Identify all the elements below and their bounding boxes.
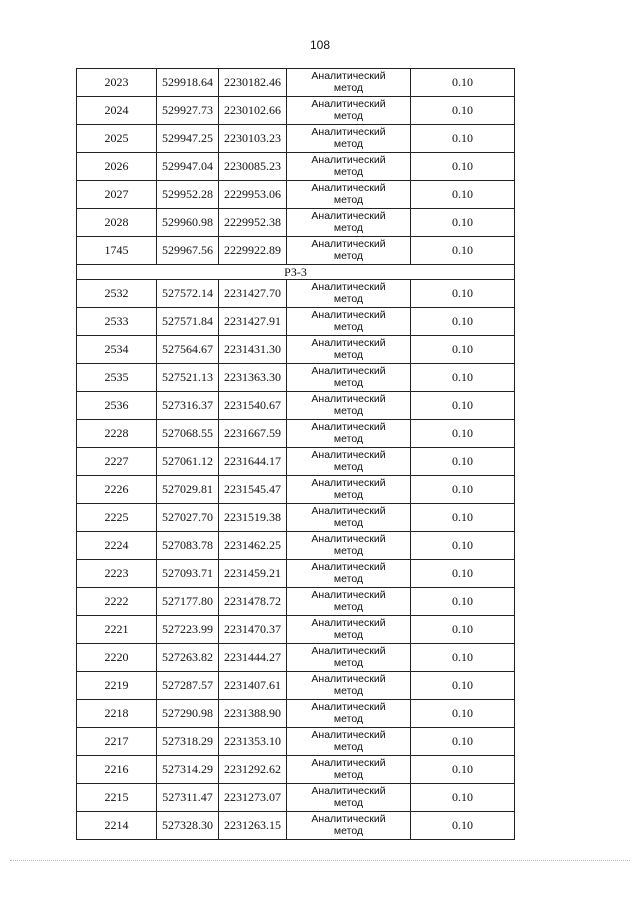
method-cell — [287, 560, 411, 588]
table-row — [77, 504, 515, 532]
accuracy-cell: 0.10 — [411, 616, 515, 644]
method-line-1: Аналитический — [311, 336, 386, 349]
x-coordinate-cell: 529947.25 — [157, 125, 219, 153]
method-line-1: Аналитический — [311, 616, 386, 629]
point-id-cell: 2224 — [77, 532, 157, 560]
accuracy-cell: 0.10 — [411, 97, 515, 125]
method-line-1: Аналитический — [311, 237, 386, 250]
point-id-cell: 2228 — [77, 420, 157, 448]
table-row — [77, 181, 515, 209]
y-coordinate-cell: 2229922.89 — [219, 237, 287, 265]
section-label: РЗ-3 — [77, 265, 515, 280]
method-cell — [287, 588, 411, 616]
method-line-1: Аналитический — [311, 181, 386, 194]
x-coordinate-cell: 527093.71 — [157, 560, 219, 588]
method-line-1: Аналитический — [311, 728, 386, 741]
accuracy-cell: 0.10 — [411, 728, 515, 756]
accuracy-cell: 0.10 — [411, 532, 515, 560]
accuracy-cell: 0.10 — [411, 420, 515, 448]
method-line-2: метод — [333, 600, 364, 613]
point-id-cell: 2028 — [77, 209, 157, 237]
y-coordinate-cell: 2231478.72 — [219, 588, 287, 616]
y-coordinate-cell: 2231407.61 — [219, 672, 287, 700]
point-id-cell: 2027 — [77, 181, 157, 209]
method-cell — [287, 153, 411, 181]
point-id-cell: 2223 — [77, 560, 157, 588]
method-line-2: метод — [333, 656, 364, 669]
point-id-cell: 2216 — [77, 756, 157, 784]
accuracy-cell: 0.10 — [411, 153, 515, 181]
accuracy-cell: 0.10 — [411, 364, 515, 392]
accuracy-cell: 0.10 — [411, 237, 515, 265]
method-cell — [287, 616, 411, 644]
method-cell — [287, 181, 411, 209]
point-id-cell: 2226 — [77, 476, 157, 504]
method-line-2: метод — [333, 432, 364, 445]
table-body-top — [77, 69, 515, 265]
point-id-cell: 2025 — [77, 125, 157, 153]
method-cell — [287, 728, 411, 756]
y-coordinate-cell: 2230103.23 — [219, 125, 287, 153]
x-coordinate-cell: 529927.73 — [157, 97, 219, 125]
accuracy-cell: 0.10 — [411, 209, 515, 237]
method-line-1: Аналитический — [311, 97, 386, 110]
method-line-2: метод — [333, 460, 364, 473]
accuracy-cell: 0.10 — [411, 392, 515, 420]
method-line-2: метод — [333, 740, 364, 753]
method-line-1: Аналитический — [311, 672, 386, 685]
table-row — [77, 616, 515, 644]
point-id-cell: 2225 — [77, 504, 157, 532]
point-id-cell: 2220 — [77, 644, 157, 672]
table-row — [77, 209, 515, 237]
accuracy-cell: 0.10 — [411, 280, 515, 308]
point-id-cell: 2219 — [77, 672, 157, 700]
y-coordinate-cell: 2229952.38 — [219, 209, 287, 237]
method-line-1: Аналитический — [311, 209, 386, 222]
y-coordinate-cell: 2231363.30 — [219, 364, 287, 392]
method-line-2: метод — [333, 404, 364, 417]
y-coordinate-cell: 2231431.30 — [219, 336, 287, 364]
accuracy-cell: 0.10 — [411, 812, 515, 840]
method-line-2: метод — [333, 221, 364, 234]
method-line-1: Аналитический — [311, 392, 386, 405]
table-row — [77, 308, 515, 336]
table-row — [77, 97, 515, 125]
accuracy-cell: 0.10 — [411, 756, 515, 784]
method-line-2: метод — [333, 712, 364, 725]
accuracy-cell: 0.10 — [411, 504, 515, 532]
method-line-1: Аналитический — [311, 153, 386, 166]
accuracy-cell: 0.10 — [411, 448, 515, 476]
x-coordinate-cell: 529947.04 — [157, 153, 219, 181]
table-row — [77, 560, 515, 588]
method-line-2: метод — [333, 628, 364, 641]
y-coordinate-cell: 2231462.25 — [219, 532, 287, 560]
method-line-2: метод — [333, 292, 364, 305]
y-coordinate-cell: 2231459.21 — [219, 560, 287, 588]
method-line-2: метод — [333, 684, 364, 697]
x-coordinate-cell: 527316.37 — [157, 392, 219, 420]
x-coordinate-cell: 529918.64 — [157, 69, 219, 97]
method-cell — [287, 364, 411, 392]
y-coordinate-cell: 2229953.06 — [219, 181, 287, 209]
table-row — [77, 588, 515, 616]
method-line-1: Аналитический — [311, 420, 386, 433]
table-row — [77, 644, 515, 672]
x-coordinate-cell: 527177.80 — [157, 588, 219, 616]
point-id-cell: 2534 — [77, 336, 157, 364]
y-coordinate-cell: 2231519.38 — [219, 504, 287, 532]
accuracy-cell: 0.10 — [411, 784, 515, 812]
method-line-2: метод — [333, 824, 364, 837]
accuracy-cell: 0.10 — [411, 476, 515, 504]
method-line-1: Аналитический — [311, 280, 386, 293]
point-id-cell: 2535 — [77, 364, 157, 392]
method-line-2: метод — [333, 137, 364, 150]
method-line-1: Аналитический — [311, 364, 386, 377]
x-coordinate-cell: 529967.56 — [157, 237, 219, 265]
method-cell — [287, 209, 411, 237]
method-cell — [287, 812, 411, 840]
y-coordinate-cell: 2231644.17 — [219, 448, 287, 476]
section-header-row — [77, 265, 515, 280]
table-row — [77, 420, 515, 448]
x-coordinate-cell: 527564.67 — [157, 336, 219, 364]
method-cell — [287, 280, 411, 308]
y-coordinate-cell: 2231388.90 — [219, 700, 287, 728]
method-line-1: Аналитический — [311, 784, 386, 797]
x-coordinate-cell: 527571.84 — [157, 308, 219, 336]
method-cell — [287, 420, 411, 448]
table-body-bottom — [77, 280, 515, 840]
y-coordinate-cell: 2231353.10 — [219, 728, 287, 756]
method-line-1: Аналитический — [311, 644, 386, 657]
point-id-cell: 2026 — [77, 153, 157, 181]
x-coordinate-cell: 527083.78 — [157, 532, 219, 560]
point-id-cell: 2222 — [77, 588, 157, 616]
x-coordinate-cell: 527029.81 — [157, 476, 219, 504]
section-header-group — [77, 265, 515, 280]
method-line-2: метод — [333, 544, 364, 557]
method-cell — [287, 504, 411, 532]
method-cell — [287, 700, 411, 728]
table-row — [77, 125, 515, 153]
table-row — [77, 700, 515, 728]
x-coordinate-cell: 529952.28 — [157, 181, 219, 209]
method-line-1: Аналитический — [311, 812, 386, 825]
y-coordinate-cell: 2230102.66 — [219, 97, 287, 125]
point-id-cell: 2532 — [77, 280, 157, 308]
x-coordinate-cell: 527061.12 — [157, 448, 219, 476]
method-cell — [287, 448, 411, 476]
accuracy-cell: 0.10 — [411, 588, 515, 616]
coordinates-table — [76, 68, 515, 840]
table-row — [77, 672, 515, 700]
x-coordinate-cell: 529960.98 — [157, 209, 219, 237]
method-cell — [287, 125, 411, 153]
table-row — [77, 476, 515, 504]
method-cell — [287, 69, 411, 97]
method-line-1: Аналитический — [311, 69, 386, 82]
x-coordinate-cell: 527263.82 — [157, 644, 219, 672]
y-coordinate-cell: 2231427.91 — [219, 308, 287, 336]
method-cell — [287, 97, 411, 125]
y-coordinate-cell: 2231470.37 — [219, 616, 287, 644]
table-row — [77, 756, 515, 784]
x-coordinate-cell: 527314.29 — [157, 756, 219, 784]
x-coordinate-cell: 527223.99 — [157, 616, 219, 644]
x-coordinate-cell: 527311.47 — [157, 784, 219, 812]
x-coordinate-cell: 527027.70 — [157, 504, 219, 532]
method-line-2: метод — [333, 193, 364, 206]
table-row — [77, 812, 515, 840]
method-line-1: Аналитический — [311, 756, 386, 769]
method-cell — [287, 237, 411, 265]
method-line-2: метод — [333, 320, 364, 333]
table-row — [77, 784, 515, 812]
method-cell — [287, 532, 411, 560]
table-row — [77, 392, 515, 420]
y-coordinate-cell: 2231273.07 — [219, 784, 287, 812]
method-line-2: метод — [333, 376, 364, 389]
method-line-1: Аналитический — [311, 125, 386, 138]
method-cell — [287, 392, 411, 420]
method-line-2: метод — [333, 249, 364, 262]
scan-noise-line — [10, 860, 630, 862]
method-cell — [287, 672, 411, 700]
x-coordinate-cell: 527521.13 — [157, 364, 219, 392]
accuracy-cell: 0.10 — [411, 672, 515, 700]
method-line-2: метод — [333, 768, 364, 781]
x-coordinate-cell: 527328.30 — [157, 812, 219, 840]
method-line-1: Аналитический — [311, 588, 386, 601]
point-id-cell: 2217 — [77, 728, 157, 756]
point-id-cell: 2218 — [77, 700, 157, 728]
method-cell — [287, 308, 411, 336]
x-coordinate-cell: 527318.29 — [157, 728, 219, 756]
method-line-1: Аналитический — [311, 532, 386, 545]
method-cell — [287, 336, 411, 364]
point-id-cell: 1745 — [77, 237, 157, 265]
y-coordinate-cell: 2231292.62 — [219, 756, 287, 784]
table-row — [77, 448, 515, 476]
accuracy-cell: 0.10 — [411, 700, 515, 728]
table-row — [77, 237, 515, 265]
y-coordinate-cell: 2231545.47 — [219, 476, 287, 504]
method-line-2: метод — [333, 165, 364, 178]
accuracy-cell: 0.10 — [411, 560, 515, 588]
y-coordinate-cell: 2231263.15 — [219, 812, 287, 840]
method-line-2: метод — [333, 796, 364, 809]
method-line-1: Аналитический — [311, 560, 386, 573]
point-id-cell: 2536 — [77, 392, 157, 420]
point-id-cell: 2024 — [77, 97, 157, 125]
method-line-1: Аналитический — [311, 700, 386, 713]
method-line-2: метод — [333, 81, 364, 94]
y-coordinate-cell: 2230182.46 — [219, 69, 287, 97]
point-id-cell: 2214 — [77, 812, 157, 840]
table-row — [77, 532, 515, 560]
accuracy-cell: 0.10 — [411, 125, 515, 153]
table-row — [77, 153, 515, 181]
y-coordinate-cell: 2231540.67 — [219, 392, 287, 420]
table-row — [77, 336, 515, 364]
method-line-1: Аналитический — [311, 448, 386, 461]
table-row — [77, 364, 515, 392]
accuracy-cell: 0.10 — [411, 308, 515, 336]
method-line-2: метод — [333, 516, 364, 529]
x-coordinate-cell: 527068.55 — [157, 420, 219, 448]
method-cell — [287, 756, 411, 784]
point-id-cell: 2227 — [77, 448, 157, 476]
method-line-2: метод — [333, 488, 364, 501]
method-line-1: Аналитический — [311, 476, 386, 489]
method-cell — [287, 784, 411, 812]
x-coordinate-cell: 527572.14 — [157, 280, 219, 308]
accuracy-cell: 0.10 — [411, 181, 515, 209]
y-coordinate-cell: 2231667.59 — [219, 420, 287, 448]
method-cell — [287, 644, 411, 672]
y-coordinate-cell: 2231444.27 — [219, 644, 287, 672]
method-line-1: Аналитический — [311, 504, 386, 517]
table-row — [77, 280, 515, 308]
table-row — [77, 69, 515, 97]
accuracy-cell: 0.10 — [411, 336, 515, 364]
accuracy-cell: 0.10 — [411, 644, 515, 672]
method-cell — [287, 476, 411, 504]
method-line-2: метод — [333, 348, 364, 361]
point-id-cell: 2215 — [77, 784, 157, 812]
table-row — [77, 728, 515, 756]
y-coordinate-cell: 2231427.70 — [219, 280, 287, 308]
accuracy-cell: 0.10 — [411, 69, 515, 97]
page-number: 108 — [309, 38, 331, 52]
method-line-1: Аналитический — [311, 308, 386, 321]
point-id-cell: 2533 — [77, 308, 157, 336]
point-id-cell: 2221 — [77, 616, 157, 644]
x-coordinate-cell: 527290.98 — [157, 700, 219, 728]
y-coordinate-cell: 2230085.23 — [219, 153, 287, 181]
method-line-2: метод — [333, 572, 364, 585]
method-line-2: метод — [333, 109, 364, 122]
point-id-cell: 2023 — [77, 69, 157, 97]
x-coordinate-cell: 527287.57 — [157, 672, 219, 700]
